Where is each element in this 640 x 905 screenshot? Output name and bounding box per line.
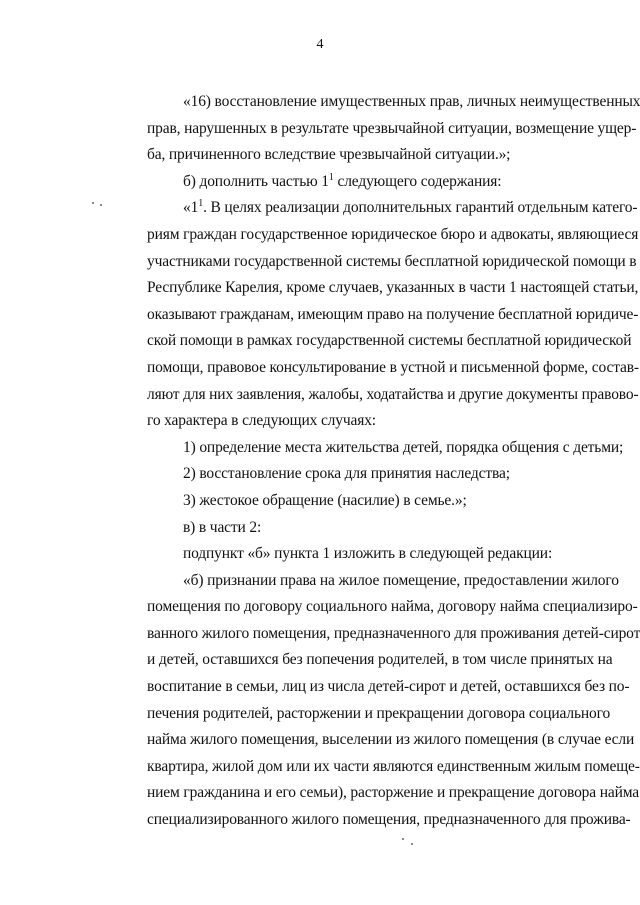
text-line: риям граждан государственное юридическое бюро и адвокаты, являющиеся <box>147 225 639 243</box>
text-line: участниками государственной системы бесплатной юридической помощи в <box>147 252 637 270</box>
text-line: и детей, оставшихся без попечения родителей, в том числе принятых на <box>147 651 613 669</box>
text-line: оказывают гражданам, имеющим право на получение бесплатной юридиче- <box>147 305 639 323</box>
list-item-2 <box>111 461 609 488</box>
text-line: воспитание в семьи, лиц из числа детей-сирот и детей, оставшихся без по- <box>147 678 630 696</box>
text-run: . В целях реализации дополнительных гарантий отдельным катего- <box>203 199 638 217</box>
scan-speck <box>100 204 102 206</box>
text-line: 2) восстановление срока для принятия наследства; <box>183 465 510 483</box>
paragraph-item-16 <box>111 89 640 169</box>
text-run: б) дополнить частью 1 <box>183 172 329 190</box>
list-item-1 <box>111 435 624 462</box>
paragraph-amend-v <box>111 515 609 542</box>
text-line: помещения по договору социального найма, договору найма специализиро- <box>147 598 638 616</box>
list-item-3 <box>111 488 609 515</box>
paragraph-subpoint-b <box>111 541 609 568</box>
superscript: 1 <box>328 171 334 183</box>
text-line: ба, причиненного вследствие чрезвычайной ситуации.»; <box>147 146 511 164</box>
text-line: прав, нарушенных в результате чрезвычайной ситуации, возмещение ущер- <box>147 119 637 137</box>
document-body <box>111 89 640 834</box>
text-line: ляют для них заявления, жалобы, ходатайства и другие документы правово- <box>147 385 639 403</box>
paragraph-amend-b <box>111 169 609 196</box>
text-run: «1 <box>183 199 199 217</box>
text-line <box>111 195 638 222</box>
text-line: помощи, правовое консультирование в устной и письменной форме, состав- <box>147 358 639 376</box>
text-line: 3) жестокое обращение (насилие) в семье.»; <box>183 491 467 509</box>
text-line: специализированного жилого помещения, предназначенного для прожива- <box>147 811 631 829</box>
text-line: «16) восстановление имущественных прав, личных неимущественных <box>183 93 640 110</box>
paragraph-housing-rights <box>111 568 640 834</box>
paragraph-part-1-1 <box>111 195 639 434</box>
text-line: подпункт «б» пункта 1 изложить в следующей редакции: <box>183 545 553 563</box>
text-line: ской помощи в рамках государственной системы бесплатной юридической <box>147 332 632 350</box>
text-run: следующего содержания: <box>333 172 502 190</box>
text-line: нием гражданина и его семьи), расторжение и прекращение договора найма <box>147 784 640 802</box>
scan-speck <box>402 838 404 840</box>
text-line: «б) признании права на жилое помещение, предоставлении жилого <box>183 571 619 589</box>
scan-speck <box>92 202 94 204</box>
text-line: в) в части 2: <box>183 518 262 536</box>
text-line: 1) определение места жительства детей, порядка общения с детьми; <box>183 438 624 456</box>
text-line: го характера в следующих случаях: <box>147 412 376 430</box>
page-number: 4 <box>316 37 324 52</box>
text-line: ванного жилого помещения, предназначенного для проживания детей-сирот <box>147 624 640 642</box>
text-line: Республике Карелия, кроме случаев, указанных в части 1 настоящей статьи, <box>147 279 639 297</box>
text-line: найма жилого помещения, выселении из жилого помещения (в случае если <box>147 731 635 749</box>
superscript: 1 <box>198 198 204 210</box>
text-line <box>111 169 609 196</box>
text-line: квартира, жилой дом или их части являются единственным жилым помеще- <box>147 757 640 775</box>
text-line: печения родителей, расторжении и прекращении договора социального <box>147 704 611 722</box>
scan-speck <box>411 843 413 845</box>
